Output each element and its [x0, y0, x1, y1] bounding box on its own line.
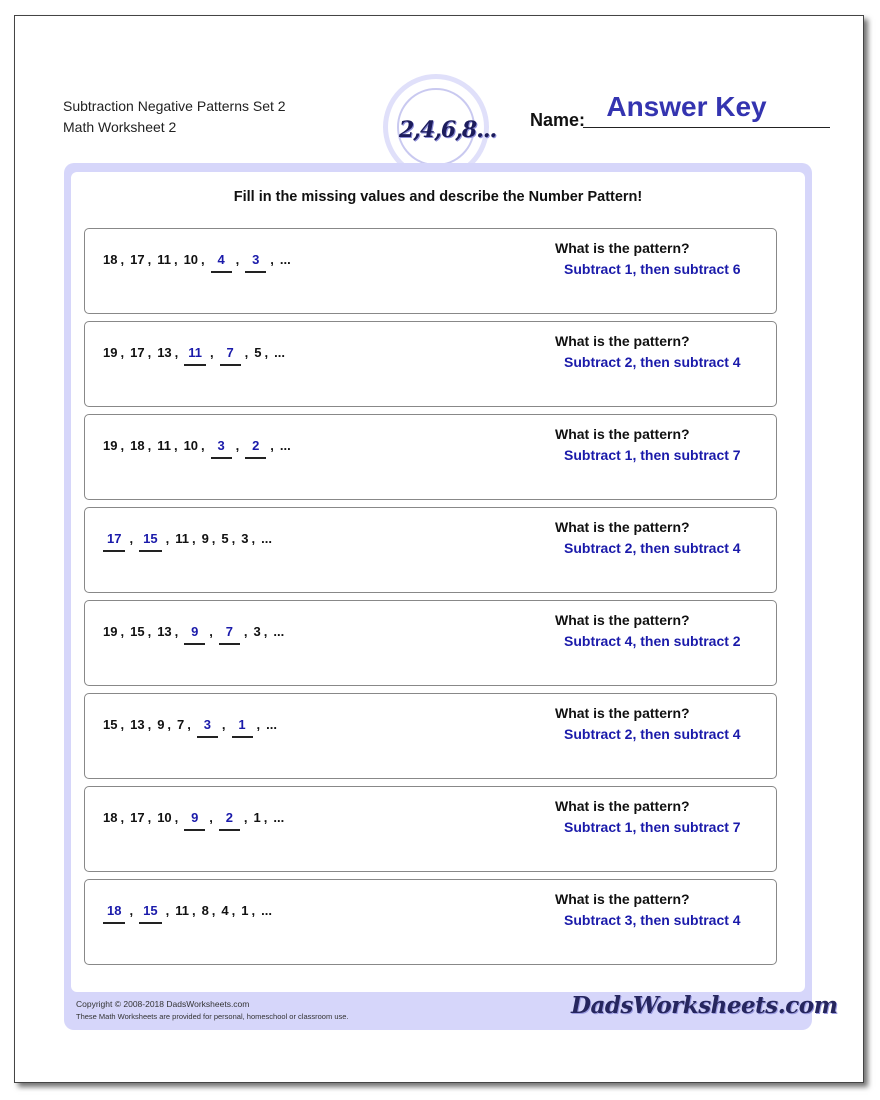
- comma: ,: [201, 252, 205, 267]
- comma: ,: [221, 717, 226, 732]
- answer-blank: [245, 437, 266, 459]
- sequence-number: 13: [157, 345, 172, 360]
- problem-box: [84, 414, 777, 500]
- filled-value: 2: [252, 438, 260, 453]
- ellipsis: ...: [279, 438, 291, 453]
- number-sequence: [103, 902, 275, 924]
- sequence-number: 19: [103, 624, 118, 639]
- sequence-number: 1: [241, 903, 249, 918]
- filled-value: 15: [143, 903, 158, 918]
- comma: ,: [167, 717, 172, 732]
- answer-blank: [184, 623, 205, 645]
- filled-value: 15: [143, 531, 158, 546]
- comma: ,: [201, 438, 205, 453]
- ellipsis: ...: [261, 903, 272, 918]
- comma: ,: [209, 810, 213, 825]
- ellipsis: ...: [273, 810, 285, 825]
- comma: ,: [270, 438, 274, 453]
- pattern-question: What is the pattern?: [555, 519, 690, 535]
- sequence-number: 19: [103, 438, 118, 453]
- answer-blank: [139, 902, 161, 924]
- comma: ,: [120, 810, 125, 825]
- comma: ,: [211, 903, 216, 918]
- pattern-question: What is the pattern?: [555, 798, 690, 814]
- answer-blank: [184, 344, 206, 366]
- pattern-question: What is the pattern?: [555, 426, 690, 442]
- filled-value: 11: [188, 345, 203, 360]
- logo-text: 2,4,6,8...: [399, 117, 497, 143]
- comma: ,: [211, 531, 216, 546]
- answer-blank: [103, 530, 125, 552]
- title-line-1: Subtraction Negative Patterns Set 2: [63, 98, 286, 114]
- sequence-number: 10: [183, 438, 199, 453]
- sequence-number: 3: [241, 531, 249, 546]
- sequence-number: 10: [183, 252, 199, 267]
- instructions: Fill in the missing values and describe the Number Pattern!: [233, 189, 643, 205]
- comma: ,: [147, 717, 152, 732]
- comma: ,: [235, 438, 240, 453]
- comma: ,: [231, 903, 236, 918]
- copyright-text: Copyright © 2008-2018 DadsWorksheets.com: [76, 999, 250, 1009]
- problem-box: [84, 693, 777, 779]
- answer-key-label: Answer Key: [606, 91, 767, 122]
- pattern-question: What is the pattern?: [555, 240, 690, 256]
- pattern-answer: Subtract 2, then subtract 4: [564, 354, 741, 370]
- worksheet-title: [63, 96, 286, 138]
- comma: ,: [120, 252, 125, 267]
- answer-blank: [219, 809, 240, 831]
- comma: ,: [173, 252, 178, 267]
- sequence-number: 11: [157, 438, 171, 453]
- problems-panel: [71, 172, 805, 992]
- pattern-question: What is the pattern?: [555, 705, 690, 721]
- sequence-number: 17: [130, 810, 145, 825]
- ellipsis: ...: [273, 624, 285, 639]
- number-sequence: [103, 437, 294, 459]
- sequence-number: 8: [201, 903, 209, 918]
- comma: ,: [243, 810, 248, 825]
- comma: ,: [147, 624, 152, 639]
- name-label: Name:: [530, 110, 586, 130]
- comma: ,: [120, 345, 125, 360]
- comma: ,: [251, 531, 256, 546]
- sequence-number: 17: [130, 345, 145, 360]
- sequence-number: 3: [253, 624, 261, 639]
- comma: ,: [235, 252, 240, 267]
- comma: ,: [147, 252, 152, 267]
- sequence-number: 18: [103, 252, 118, 267]
- comma: ,: [174, 810, 179, 825]
- comma: ,: [147, 345, 152, 360]
- answer-blank: [211, 251, 232, 273]
- number-sequence: [103, 716, 280, 738]
- ellipsis: ...: [279, 252, 291, 267]
- comma: ,: [120, 438, 125, 453]
- sequence-number: 15: [130, 624, 145, 639]
- filled-value: 3: [252, 252, 260, 267]
- pattern-answer: Subtract 2, then subtract 4: [564, 726, 741, 742]
- comma: ,: [129, 903, 134, 918]
- answer-blank: [197, 716, 218, 738]
- logo-inner-ring: [397, 88, 497, 166]
- comma: ,: [209, 624, 213, 639]
- problem-box: [84, 879, 777, 965]
- sequence-number: 11: [157, 252, 171, 267]
- number-sequence: [103, 344, 288, 366]
- filled-value: 18: [107, 903, 122, 918]
- sequence-number: 7: [177, 717, 185, 732]
- filled-value: 7: [226, 345, 234, 360]
- answer-blank: [245, 251, 266, 273]
- sequence-number: 1: [253, 810, 261, 825]
- sequence-number: 15: [103, 717, 118, 732]
- pattern-answer: Subtract 4, then subtract 2: [564, 633, 741, 649]
- answer-blank: [232, 716, 253, 738]
- comma: ,: [251, 903, 256, 918]
- comma: ,: [244, 345, 249, 360]
- pattern-answer: Subtract 2, then subtract 4: [564, 540, 741, 556]
- brand-logo: DadsWorksheets.com: [571, 992, 838, 1019]
- comma: ,: [256, 717, 261, 732]
- comma: ,: [263, 624, 268, 639]
- comma: ,: [129, 531, 134, 546]
- comma: ,: [187, 717, 191, 732]
- sequence-number: 13: [157, 624, 172, 639]
- pattern-answer: Subtract 1, then subtract 6: [564, 261, 741, 277]
- comma: ,: [191, 531, 196, 546]
- answer-blank: [220, 344, 241, 366]
- comma: ,: [165, 903, 170, 918]
- answer-blank: [219, 623, 240, 645]
- sequence-number: 18: [130, 438, 145, 453]
- filled-value: 9: [191, 810, 199, 825]
- number-sequence: [103, 530, 275, 552]
- sequence-number: 10: [157, 810, 172, 825]
- sequence-number: 9: [201, 531, 209, 546]
- problem-box: [84, 321, 777, 407]
- name-line: [583, 127, 830, 128]
- number-sequence: [103, 809, 287, 831]
- sequence-number: 13: [130, 717, 145, 732]
- sequence-number: 19: [103, 345, 118, 360]
- comma: ,: [263, 810, 268, 825]
- ellipsis: ...: [261, 531, 272, 546]
- pattern-question: What is the pattern?: [555, 891, 690, 907]
- filled-value: 2: [225, 810, 234, 825]
- sequence-number: 17: [130, 252, 145, 267]
- comma: ,: [270, 252, 274, 267]
- pattern-answer: Subtract 1, then subtract 7: [564, 447, 741, 463]
- title-line-2: Math Worksheet 2: [63, 119, 177, 135]
- problem-box: [84, 600, 777, 686]
- comma: ,: [147, 810, 152, 825]
- answer-blank: [211, 437, 232, 459]
- pattern-answer: Subtract 3, then subtract 4: [564, 912, 741, 928]
- problem-box: [84, 507, 777, 593]
- pattern-answer: Subtract 1, then subtract 7: [564, 819, 741, 835]
- ellipsis: ...: [274, 345, 285, 360]
- sequence-number: 18: [103, 810, 118, 825]
- problem-box: [84, 228, 777, 314]
- pattern-question: What is the pattern?: [555, 333, 690, 349]
- filled-value: 1: [238, 717, 246, 732]
- sequence-number: 9: [157, 717, 165, 732]
- problem-box: [84, 786, 777, 872]
- comma: ,: [174, 624, 179, 639]
- sequence-number: 11: [175, 531, 189, 546]
- answer-blank: [139, 530, 161, 552]
- filled-value: 4: [217, 252, 225, 267]
- comma: ,: [120, 717, 125, 732]
- worksheet-frame: [64, 163, 838, 1030]
- usage-note: These Math Worksheets are provided for personal, homeschool or classroom use.: [76, 1012, 349, 1021]
- sequence-number: 5: [254, 345, 262, 360]
- answer-blank: [184, 809, 205, 831]
- comma: ,: [147, 438, 152, 453]
- comma: ,: [231, 531, 236, 546]
- comma: ,: [264, 345, 269, 360]
- comma: ,: [173, 438, 178, 453]
- ellipsis: ...: [266, 717, 277, 732]
- comma: ,: [191, 903, 196, 918]
- filled-value: 17: [107, 531, 122, 546]
- filled-value: 9: [191, 624, 199, 639]
- number-sequence: [103, 623, 287, 645]
- comma: ,: [210, 345, 214, 360]
- answer-blank: [103, 902, 125, 924]
- comma: ,: [120, 624, 125, 639]
- sequence-number: 11: [175, 903, 189, 918]
- sequence-number: 4: [221, 903, 229, 918]
- comma: ,: [174, 345, 179, 360]
- filled-value: 7: [225, 624, 234, 639]
- pattern-question: What is the pattern?: [555, 612, 690, 628]
- comma: ,: [165, 531, 170, 546]
- filled-value: 3: [203, 717, 212, 732]
- number-sequence: [103, 251, 294, 273]
- comma: ,: [243, 624, 248, 639]
- filled-value: 3: [217, 438, 225, 453]
- sequence-number: 5: [221, 531, 229, 546]
